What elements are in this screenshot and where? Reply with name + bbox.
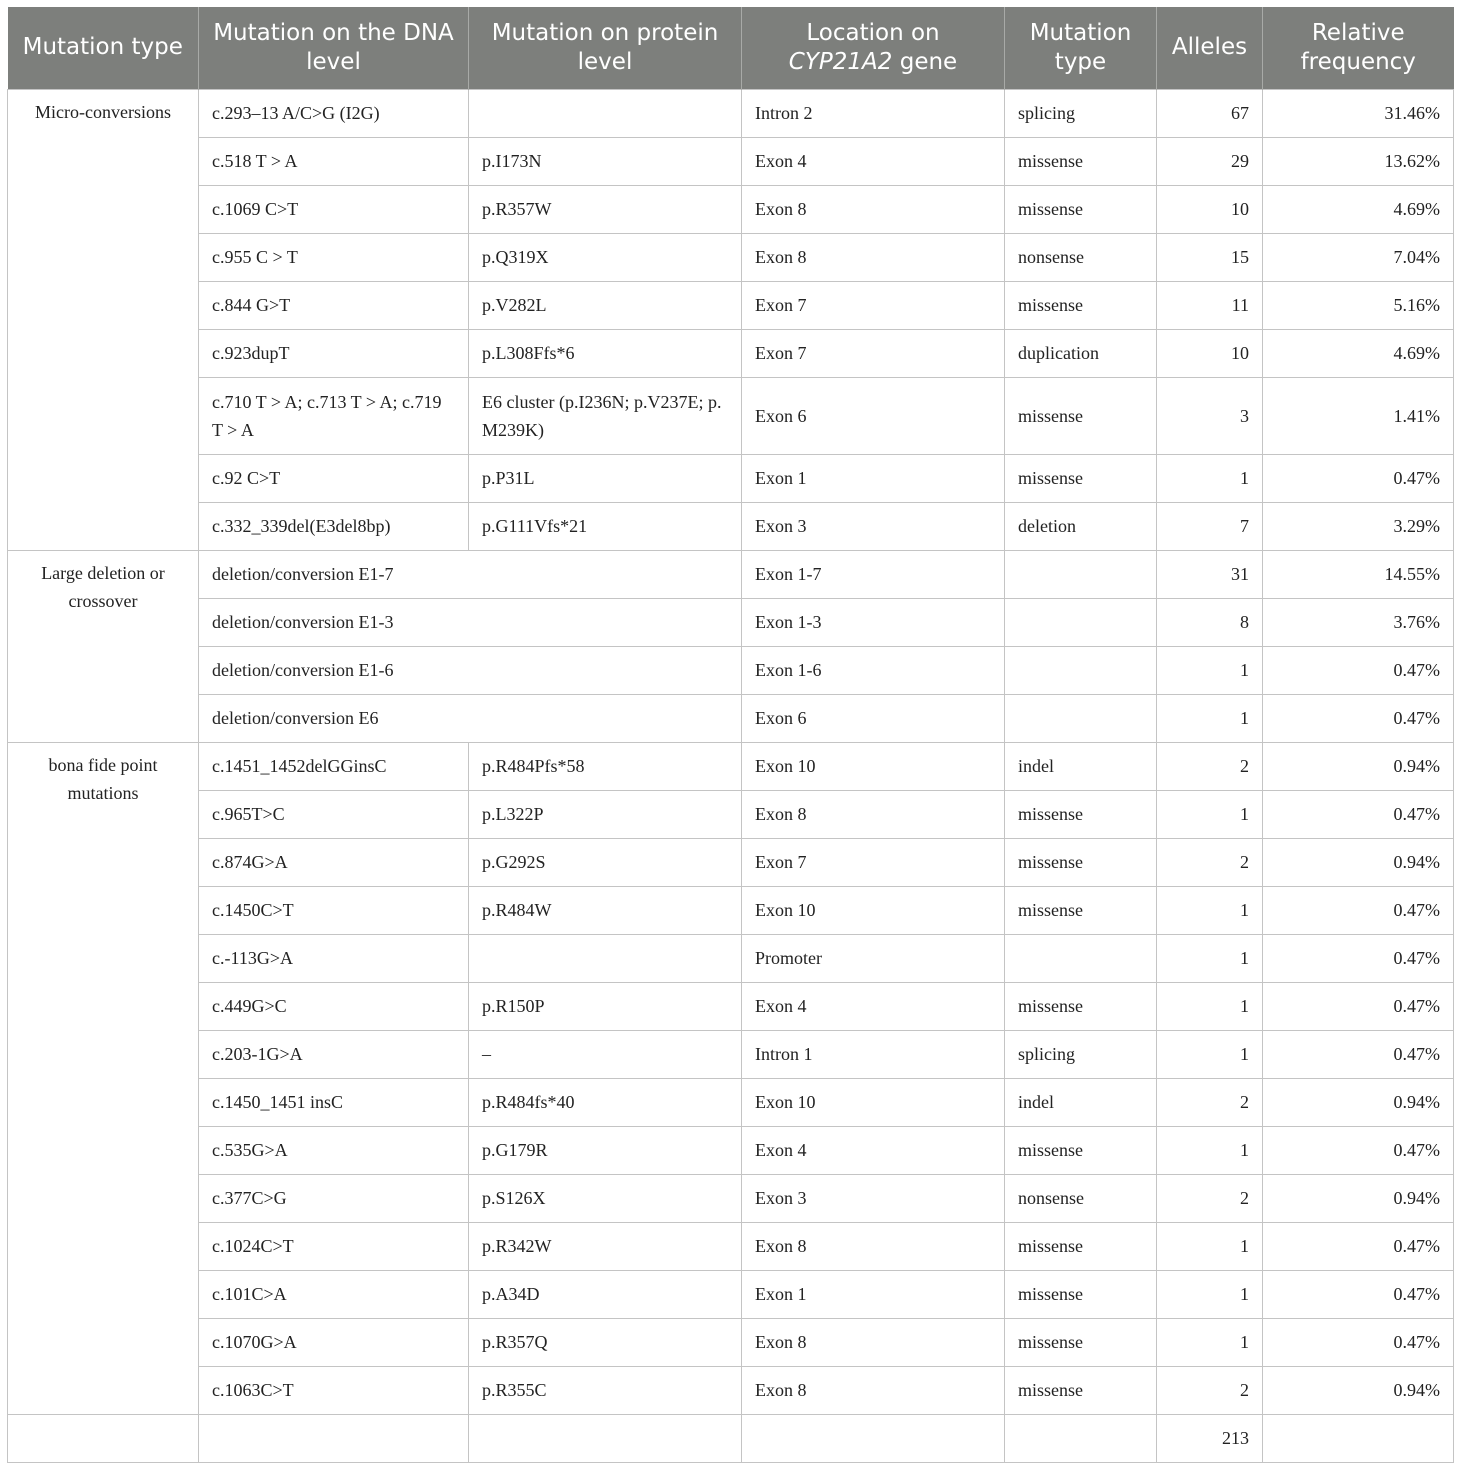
location-cell: Exon 3 xyxy=(742,1174,1005,1222)
header-mutation-kind: Mutation type xyxy=(1005,7,1157,89)
empty-cell xyxy=(199,1414,469,1462)
table-row xyxy=(8,137,1454,185)
table-row xyxy=(8,742,1454,790)
alleles-cell: 10 xyxy=(1157,185,1263,233)
protein-mutation-cell: p.G111Vfs*21 xyxy=(469,502,742,550)
protein-mutation-cell: p.R357Q xyxy=(469,1318,742,1366)
empty-cell xyxy=(1005,1414,1157,1462)
alleles-cell: 11 xyxy=(1157,281,1263,329)
table-row xyxy=(8,233,1454,281)
location-cell: Exon 10 xyxy=(742,1078,1005,1126)
alleles-cell: 1 xyxy=(1157,1318,1263,1366)
dna-mutation-cell: c.101C>A xyxy=(199,1270,469,1318)
alleles-cell: 7 xyxy=(1157,502,1263,550)
location-cell: Exon 4 xyxy=(742,137,1005,185)
frequency-cell: 0.94% xyxy=(1263,1174,1454,1222)
mutation-kind-cell: missense xyxy=(1005,1270,1157,1318)
location-cell: Intron 1 xyxy=(742,1030,1005,1078)
mutation-kind-cell xyxy=(1005,598,1157,646)
header-relative-frequency: Relative frequency xyxy=(1263,7,1454,89)
header-alleles: Alleles xyxy=(1157,7,1263,89)
dna-mutation-cell: c.332_339del(E3del8bp) xyxy=(199,502,469,550)
dna-mutation-cell: c.1451_1452delGGinsC xyxy=(199,742,469,790)
table-row xyxy=(8,502,1454,550)
empty-cell xyxy=(8,1414,199,1462)
frequency-cell: 0.47% xyxy=(1263,982,1454,1030)
mutation-table xyxy=(7,7,1454,1463)
protein-mutation-cell: p.P31L xyxy=(469,454,742,502)
mutation-kind-cell: deletion xyxy=(1005,502,1157,550)
table-row xyxy=(8,1222,1454,1270)
mutation-kind-cell: nonsense xyxy=(1005,233,1157,281)
alleles-cell: 1 xyxy=(1157,646,1263,694)
dna-mutation-cell: deletion/conversion E1-7 xyxy=(199,550,742,598)
frequency-cell: 0.47% xyxy=(1263,1318,1454,1366)
mutation-kind-cell: nonsense xyxy=(1005,1174,1157,1222)
mutation-kind-cell: splicing xyxy=(1005,89,1157,137)
frequency-cell: 3.29% xyxy=(1263,502,1454,550)
protein-mutation-cell: E6 cluster (p.I236N; p.V237E; p. M239K) xyxy=(469,377,742,454)
dna-mutation-cell: c.965T>C xyxy=(199,790,469,838)
group-label: Micro-conversions xyxy=(8,89,199,550)
location-cell: Exon 7 xyxy=(742,329,1005,377)
alleles-cell: 1 xyxy=(1157,454,1263,502)
header-dna-level: Mutation on the DNA level xyxy=(199,7,469,89)
location-cell: Exon 1-6 xyxy=(742,646,1005,694)
mutation-kind-cell: missense xyxy=(1005,137,1157,185)
table-row xyxy=(8,1030,1454,1078)
location-cell: Exon 1-3 xyxy=(742,598,1005,646)
alleles-cell: 2 xyxy=(1157,1174,1263,1222)
dna-mutation-cell: c.203-1G>A xyxy=(199,1030,469,1078)
dna-mutation-cell: c.710 T > A; c.713 T > A; c.719 T > A xyxy=(199,377,469,454)
table-row xyxy=(8,1366,1454,1414)
location-cell: Exon 4 xyxy=(742,982,1005,1030)
header-location-gene: CYP21A2 xyxy=(788,48,893,75)
table-row xyxy=(8,1174,1454,1222)
protein-mutation-cell xyxy=(469,934,742,982)
group-label: Large deletion or crossover xyxy=(8,550,199,742)
protein-mutation-cell: p.Q319X xyxy=(469,233,742,281)
frequency-cell: 0.47% xyxy=(1263,1030,1454,1078)
mutation-kind-cell: indel xyxy=(1005,742,1157,790)
dna-mutation-cell: c.293–13 A/C>G (I2G) xyxy=(199,89,469,137)
header-row xyxy=(8,7,1454,89)
frequency-cell: 0.47% xyxy=(1263,790,1454,838)
dna-mutation-cell: c.1063C>T xyxy=(199,1366,469,1414)
frequency-cell: 0.47% xyxy=(1263,886,1454,934)
location-cell: Exon 6 xyxy=(742,694,1005,742)
location-cell: Exon 7 xyxy=(742,838,1005,886)
header-location-suffix: gene xyxy=(899,48,958,75)
frequency-cell: 3.76% xyxy=(1263,598,1454,646)
location-cell: Exon 8 xyxy=(742,1366,1005,1414)
table-row xyxy=(8,89,1454,137)
table-row xyxy=(8,1078,1454,1126)
frequency-cell: 0.47% xyxy=(1263,1126,1454,1174)
alleles-cell: 1 xyxy=(1157,886,1263,934)
mutation-kind-cell: missense xyxy=(1005,838,1157,886)
dna-mutation-cell: c.1450_1451 insC xyxy=(199,1078,469,1126)
frequency-cell: 0.47% xyxy=(1263,454,1454,502)
mutation-kind-cell xyxy=(1005,934,1157,982)
mutation-kind-cell: missense xyxy=(1005,377,1157,454)
alleles-cell: 1 xyxy=(1157,790,1263,838)
alleles-cell: 1 xyxy=(1157,1222,1263,1270)
mutation-kind-cell: missense xyxy=(1005,281,1157,329)
dna-mutation-cell: c.518 T > A xyxy=(199,137,469,185)
frequency-cell: 0.47% xyxy=(1263,1270,1454,1318)
dna-mutation-cell: c.1069 C>T xyxy=(199,185,469,233)
dna-mutation-cell: c.-113G>A xyxy=(199,934,469,982)
location-cell: Exon 3 xyxy=(742,502,1005,550)
mutation-kind-cell: missense xyxy=(1005,1318,1157,1366)
mutation-kind-cell: splicing xyxy=(1005,1030,1157,1078)
location-cell: Exon 8 xyxy=(742,790,1005,838)
alleles-cell: 31 xyxy=(1157,550,1263,598)
dna-mutation-cell: c.92 C>T xyxy=(199,454,469,502)
frequency-cell: 31.46% xyxy=(1263,89,1454,137)
location-cell: Exon 8 xyxy=(742,185,1005,233)
table-row xyxy=(8,694,1454,742)
empty-cell xyxy=(742,1414,1005,1462)
location-cell: Intron 2 xyxy=(742,89,1005,137)
alleles-cell: 10 xyxy=(1157,329,1263,377)
protein-mutation-cell: p.R150P xyxy=(469,982,742,1030)
location-cell: Promoter xyxy=(742,934,1005,982)
table-row xyxy=(8,838,1454,886)
table-row xyxy=(8,886,1454,934)
header-location xyxy=(742,7,1005,89)
alleles-cell: 29 xyxy=(1157,137,1263,185)
alleles-cell: 1 xyxy=(1157,1030,1263,1078)
location-cell: Exon 1 xyxy=(742,1270,1005,1318)
protein-mutation-cell: p.G179R xyxy=(469,1126,742,1174)
mutation-kind-cell: duplication xyxy=(1005,329,1157,377)
location-cell: Exon 1 xyxy=(742,454,1005,502)
frequency-cell: 0.94% xyxy=(1263,838,1454,886)
location-cell: Exon 10 xyxy=(742,886,1005,934)
mutation-kind-cell: missense xyxy=(1005,982,1157,1030)
mutation-kind-cell xyxy=(1005,550,1157,598)
alleles-cell: 15 xyxy=(1157,233,1263,281)
frequency-cell: 13.62% xyxy=(1263,137,1454,185)
dna-mutation-cell: c.377C>G xyxy=(199,1174,469,1222)
frequency-cell: 0.47% xyxy=(1263,934,1454,982)
location-cell: Exon 6 xyxy=(742,377,1005,454)
alleles-cell: 1 xyxy=(1157,694,1263,742)
dna-mutation-cell: c.1070G>A xyxy=(199,1318,469,1366)
table-row xyxy=(8,377,1454,454)
header-protein-level: Mutation on protein level xyxy=(469,7,742,89)
table-row xyxy=(8,1126,1454,1174)
mutation-kind-cell: missense xyxy=(1005,790,1157,838)
frequency-cell: 0.47% xyxy=(1263,694,1454,742)
alleles-cell: 1 xyxy=(1157,1270,1263,1318)
frequency-cell: 1.41% xyxy=(1263,377,1454,454)
dna-mutation-cell: c.874G>A xyxy=(199,838,469,886)
frequency-cell: 0.47% xyxy=(1263,646,1454,694)
frequency-cell: 14.55% xyxy=(1263,550,1454,598)
protein-mutation-cell: p.L308Ffs*6 xyxy=(469,329,742,377)
protein-mutation-cell: p.R484W xyxy=(469,886,742,934)
table-row xyxy=(8,982,1454,1030)
protein-mutation-cell: – xyxy=(469,1030,742,1078)
table-row xyxy=(8,281,1454,329)
alleles-cell: 1 xyxy=(1157,982,1263,1030)
dna-mutation-cell: c.1024C>T xyxy=(199,1222,469,1270)
mutation-kind-cell: indel xyxy=(1005,1078,1157,1126)
alleles-cell: 1 xyxy=(1157,1126,1263,1174)
frequency-cell: 0.94% xyxy=(1263,742,1454,790)
location-cell: Exon 8 xyxy=(742,1318,1005,1366)
mutation-kind-cell: missense xyxy=(1005,886,1157,934)
empty-cell xyxy=(469,1414,742,1462)
dna-mutation-cell: c.1450C>T xyxy=(199,886,469,934)
alleles-cell: 2 xyxy=(1157,1366,1263,1414)
dna-mutation-cell: deletion/conversion E6 xyxy=(199,694,742,742)
location-cell: Exon 8 xyxy=(742,1222,1005,1270)
frequency-cell: 7.04% xyxy=(1263,233,1454,281)
frequency-cell: 4.69% xyxy=(1263,329,1454,377)
dna-mutation-cell: deletion/conversion E1-6 xyxy=(199,646,742,694)
dna-mutation-cell: c.923dupT xyxy=(199,329,469,377)
total-row xyxy=(8,1414,1454,1462)
location-cell: Exon 10 xyxy=(742,742,1005,790)
protein-mutation-cell: p.R484Pfs*58 xyxy=(469,742,742,790)
protein-mutation-cell: p.R357W xyxy=(469,185,742,233)
mutation-kind-cell: missense xyxy=(1005,1222,1157,1270)
protein-mutation-cell: p.I173N xyxy=(469,137,742,185)
table-row xyxy=(8,934,1454,982)
frequency-cell: 0.94% xyxy=(1263,1366,1454,1414)
total-alleles-cell: 213 xyxy=(1157,1414,1263,1462)
alleles-cell: 3 xyxy=(1157,377,1263,454)
dna-mutation-cell: c.535G>A xyxy=(199,1126,469,1174)
alleles-cell: 2 xyxy=(1157,1078,1263,1126)
dna-mutation-cell: c.844 G>T xyxy=(199,281,469,329)
mutation-kind-cell: missense xyxy=(1005,185,1157,233)
alleles-cell: 2 xyxy=(1157,838,1263,886)
protein-mutation-cell: p.G292S xyxy=(469,838,742,886)
protein-mutation-cell: p.R342W xyxy=(469,1222,742,1270)
frequency-cell: 4.69% xyxy=(1263,185,1454,233)
table-row xyxy=(8,646,1454,694)
location-cell: Exon 7 xyxy=(742,281,1005,329)
empty-cell xyxy=(1263,1414,1454,1462)
dna-mutation-cell: c.449G>C xyxy=(199,982,469,1030)
location-cell: Exon 1-7 xyxy=(742,550,1005,598)
mutation-kind-cell xyxy=(1005,646,1157,694)
header-mutation-type: Mutation type xyxy=(8,7,199,89)
table-row xyxy=(8,1318,1454,1366)
dna-mutation-cell: c.955 C > T xyxy=(199,233,469,281)
table-row xyxy=(8,598,1454,646)
alleles-cell: 1 xyxy=(1157,934,1263,982)
table-row xyxy=(8,454,1454,502)
protein-mutation-cell xyxy=(469,89,742,137)
location-cell: Exon 8 xyxy=(742,233,1005,281)
mutation-kind-cell: missense xyxy=(1005,454,1157,502)
table-row xyxy=(8,1270,1454,1318)
frequency-cell: 5.16% xyxy=(1263,281,1454,329)
table-row xyxy=(8,329,1454,377)
alleles-cell: 8 xyxy=(1157,598,1263,646)
table-row xyxy=(8,185,1454,233)
mutation-kind-cell: missense xyxy=(1005,1126,1157,1174)
table-row xyxy=(8,550,1454,598)
group-label: bona fide point mutations xyxy=(8,742,199,1414)
mutation-kind-cell: missense xyxy=(1005,1366,1157,1414)
table-row xyxy=(8,790,1454,838)
alleles-cell: 67 xyxy=(1157,89,1263,137)
protein-mutation-cell: p.A34D xyxy=(469,1270,742,1318)
protein-mutation-cell: p.L322P xyxy=(469,790,742,838)
mutation-kind-cell xyxy=(1005,694,1157,742)
protein-mutation-cell: p.R484fs*40 xyxy=(469,1078,742,1126)
alleles-cell: 2 xyxy=(1157,742,1263,790)
location-cell: Exon 4 xyxy=(742,1126,1005,1174)
frequency-cell: 0.94% xyxy=(1263,1078,1454,1126)
dna-mutation-cell: deletion/conversion E1-3 xyxy=(199,598,742,646)
protein-mutation-cell: p.R355C xyxy=(469,1366,742,1414)
frequency-cell: 0.47% xyxy=(1263,1222,1454,1270)
protein-mutation-cell: p.S126X xyxy=(469,1174,742,1222)
header-location-prefix: Location on xyxy=(806,19,940,46)
protein-mutation-cell: p.V282L xyxy=(469,281,742,329)
